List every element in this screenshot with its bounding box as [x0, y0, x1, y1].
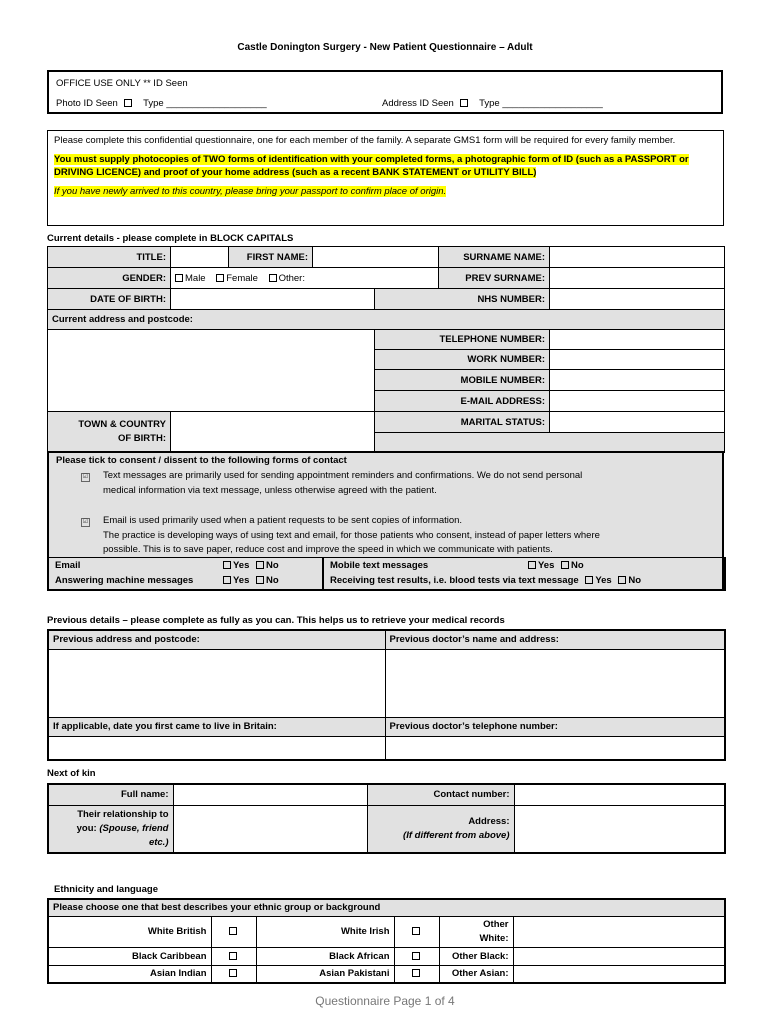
office-use-box [47, 70, 723, 114]
current-details-heading: Current details - please complete in BLOCK CAPITALS [47, 233, 294, 244]
black-caribbean-label: Black Caribbean [48, 947, 211, 965]
prev-address-field[interactable] [48, 649, 385, 717]
kin-contact-label: Contact number: [367, 784, 514, 805]
answering-no-checkbox[interactable] [256, 576, 264, 584]
other-asian-label: Other Asian: [439, 965, 513, 983]
work-field[interactable] [550, 350, 725, 370]
left-preferences: Email Yes No Answering machine messages Yes No [48, 558, 323, 590]
address-field[interactable] [48, 330, 375, 412]
address-id-row: Address ID Seen Type ___________________ [382, 98, 603, 109]
marital-label: MARITAL STATUS: [375, 412, 550, 433]
tick-icon: ☑ [82, 474, 89, 480]
other-black-field[interactable] [513, 947, 725, 965]
black-african-checkbox[interactable] [412, 952, 420, 960]
other-asian-field[interactable] [513, 965, 725, 983]
mobile-no-checkbox[interactable] [561, 561, 569, 569]
kin-address-field[interactable] [514, 805, 725, 853]
ethnicity-choose-label: Please choose one that best describes your ethnic group or background [48, 899, 725, 916]
telephone-label: TELEPHONE NUMBER: [375, 330, 550, 350]
address-label: Current address and postcode: [48, 310, 725, 330]
text-consent-line-1: Text messages are primarily used for sending appointment reminders and confirmations. We do not send personal [103, 470, 583, 481]
prev-surname-field[interactable] [550, 268, 725, 289]
test-yes-checkbox[interactable] [585, 576, 593, 584]
asian-pakistani-label: Asian Pakistani [256, 965, 394, 983]
asian-indian-checkbox[interactable] [229, 969, 237, 977]
kin-name-label: Full name: [48, 784, 173, 805]
dob-field[interactable] [171, 289, 375, 310]
prev-doctor-phone-label: Previous doctor’s telephone number: [385, 717, 725, 736]
date-britain-label: If applicable, date you first came to live in Britain: [48, 717, 385, 736]
address-id-checkbox[interactable] [460, 99, 468, 107]
prev-address-label: Previous address and postcode: [48, 630, 385, 649]
kin-relationship-label: Their relationship to you: (Spouse, friend etc.) [48, 805, 173, 853]
right-preferences: Mobile text messages Yes No Receiving test results, i.e. blood tests via text message Yes No [323, 558, 725, 590]
white-british-label: White British [48, 916, 211, 947]
mobile-label: MOBILE NUMBER: [375, 370, 550, 391]
dob-label: DATE OF BIRTH: [48, 289, 171, 310]
town-label: TOWN & COUNTRY OF BIRTH: [48, 412, 171, 453]
photo-id-checkbox[interactable] [124, 99, 132, 107]
email-no-checkbox[interactable] [256, 561, 264, 569]
email-yes-checkbox[interactable] [223, 561, 231, 569]
kin-contact-field[interactable] [514, 784, 725, 805]
previous-details-heading: Previous details – please complete as fully as you can. This helps us to retrieve your medical records [47, 615, 505, 626]
title-field[interactable] [171, 247, 229, 268]
town-field[interactable] [171, 412, 375, 453]
office-use-label: OFFICE USE ONLY ** ID Seen [56, 78, 188, 89]
tick-icon: ☑ [82, 519, 89, 525]
blank-grey-cell [375, 433, 725, 453]
notice-box [47, 130, 724, 226]
next-of-kin-heading: Next of kin [47, 768, 96, 779]
asian-indian-label: Asian Indian [48, 965, 211, 983]
other-checkbox[interactable] [269, 274, 277, 282]
contact-preferences-table [47, 557, 726, 591]
page-title: Castle Donington Surgery - New Patient Questionnaire – Adult [237, 42, 533, 53]
prev-surname-label: PREV SURNAME: [439, 268, 550, 289]
test-no-checkbox[interactable] [618, 576, 626, 584]
telephone-field[interactable] [550, 330, 725, 350]
previous-details-table [47, 629, 726, 761]
kin-relationship-field[interactable] [173, 805, 367, 853]
other-white-label: Other White: [439, 916, 513, 947]
nhs-field[interactable] [550, 289, 725, 310]
current-details-table [47, 246, 725, 453]
work-label: WORK NUMBER: [375, 350, 550, 370]
text-consent-line-2: medical information via text message, unless otherwise agreed with the patient. [103, 485, 437, 496]
black-african-label: Black African [256, 947, 394, 965]
male-checkbox[interactable] [175, 274, 183, 282]
page-footer: Questionnaire Page 1 of 4 [315, 994, 455, 1008]
female-checkbox[interactable] [216, 274, 224, 282]
date-britain-field[interactable] [48, 736, 385, 760]
email-label: E-MAIL ADDRESS: [375, 391, 550, 412]
prev-doctor-phone-field[interactable] [385, 736, 725, 760]
consent-heading: Please tick to consent / dissent to the following forms of contact [56, 455, 347, 466]
first-name-label: FIRST NAME: [229, 247, 313, 268]
prev-doctor-label: Previous doctor’s name and address: [385, 630, 725, 649]
next-of-kin-table [47, 783, 726, 854]
nhs-label: NHS NUMBER: [375, 289, 550, 310]
notice-para-3: If you have newly arrived to this country, please bring your passport to confirm place of origin. [54, 186, 447, 197]
ethnicity-table [47, 898, 726, 984]
email-field[interactable] [550, 391, 725, 412]
asian-pakistani-checkbox[interactable] [412, 969, 420, 977]
marital-field[interactable] [550, 412, 725, 433]
kin-name-field[interactable] [173, 784, 367, 805]
notice-para-2: You must supply photocopies of TWO forms of identification with your completed forms, a photographic form of ID (such as a PASSPORT or DRIVING LICENCE) and proof of your home address (such as a recent BANK STATEMENT or UTILITY BILL) [54, 154, 689, 178]
gender-options: Male Female Other: [171, 268, 439, 289]
answering-yes-checkbox[interactable] [223, 576, 231, 584]
gender-label: GENDER: [48, 268, 171, 289]
title-label: TITLE: [48, 247, 171, 268]
surname-field[interactable] [550, 247, 725, 268]
email-consent-tick[interactable] [81, 515, 90, 527]
other-black-label: Other Black: [439, 947, 513, 965]
ethnicity-heading: Ethnicity and language [54, 884, 158, 895]
surname-label: SURNAME NAME: [439, 247, 550, 268]
mobile-yes-checkbox[interactable] [528, 561, 536, 569]
white-irish-checkbox[interactable] [412, 927, 420, 935]
first-name-field[interactable] [313, 247, 439, 268]
text-consent-tick[interactable] [81, 470, 90, 482]
notice-para-1: Please complete this confidential questionnaire, one for each member of the family. A separate GMS1 form will be required for every family member. [54, 135, 676, 146]
email-consent-line-2: The practice is developing ways of using text and email, for those patients who consent, instead of paper letters where [103, 530, 600, 541]
white-british-checkbox[interactable] [229, 927, 237, 935]
email-consent-line-1: Email is used primarily used when a patient requests to be sent copies of information. [103, 515, 463, 526]
white-irish-label: White Irish [256, 916, 394, 947]
prev-doctor-field[interactable] [385, 649, 725, 717]
black-caribbean-checkbox[interactable] [229, 952, 237, 960]
kin-address-label: Address: (If different from above) [367, 805, 514, 853]
other-white-field[interactable] [513, 916, 725, 947]
email-consent-line-3: possible. This is to save paper, reduce cost and improve the speed in which we communicate with patients. [103, 544, 553, 555]
mobile-field[interactable] [550, 370, 725, 391]
photo-id-row: Photo ID Seen Type ___________________ [56, 98, 267, 109]
